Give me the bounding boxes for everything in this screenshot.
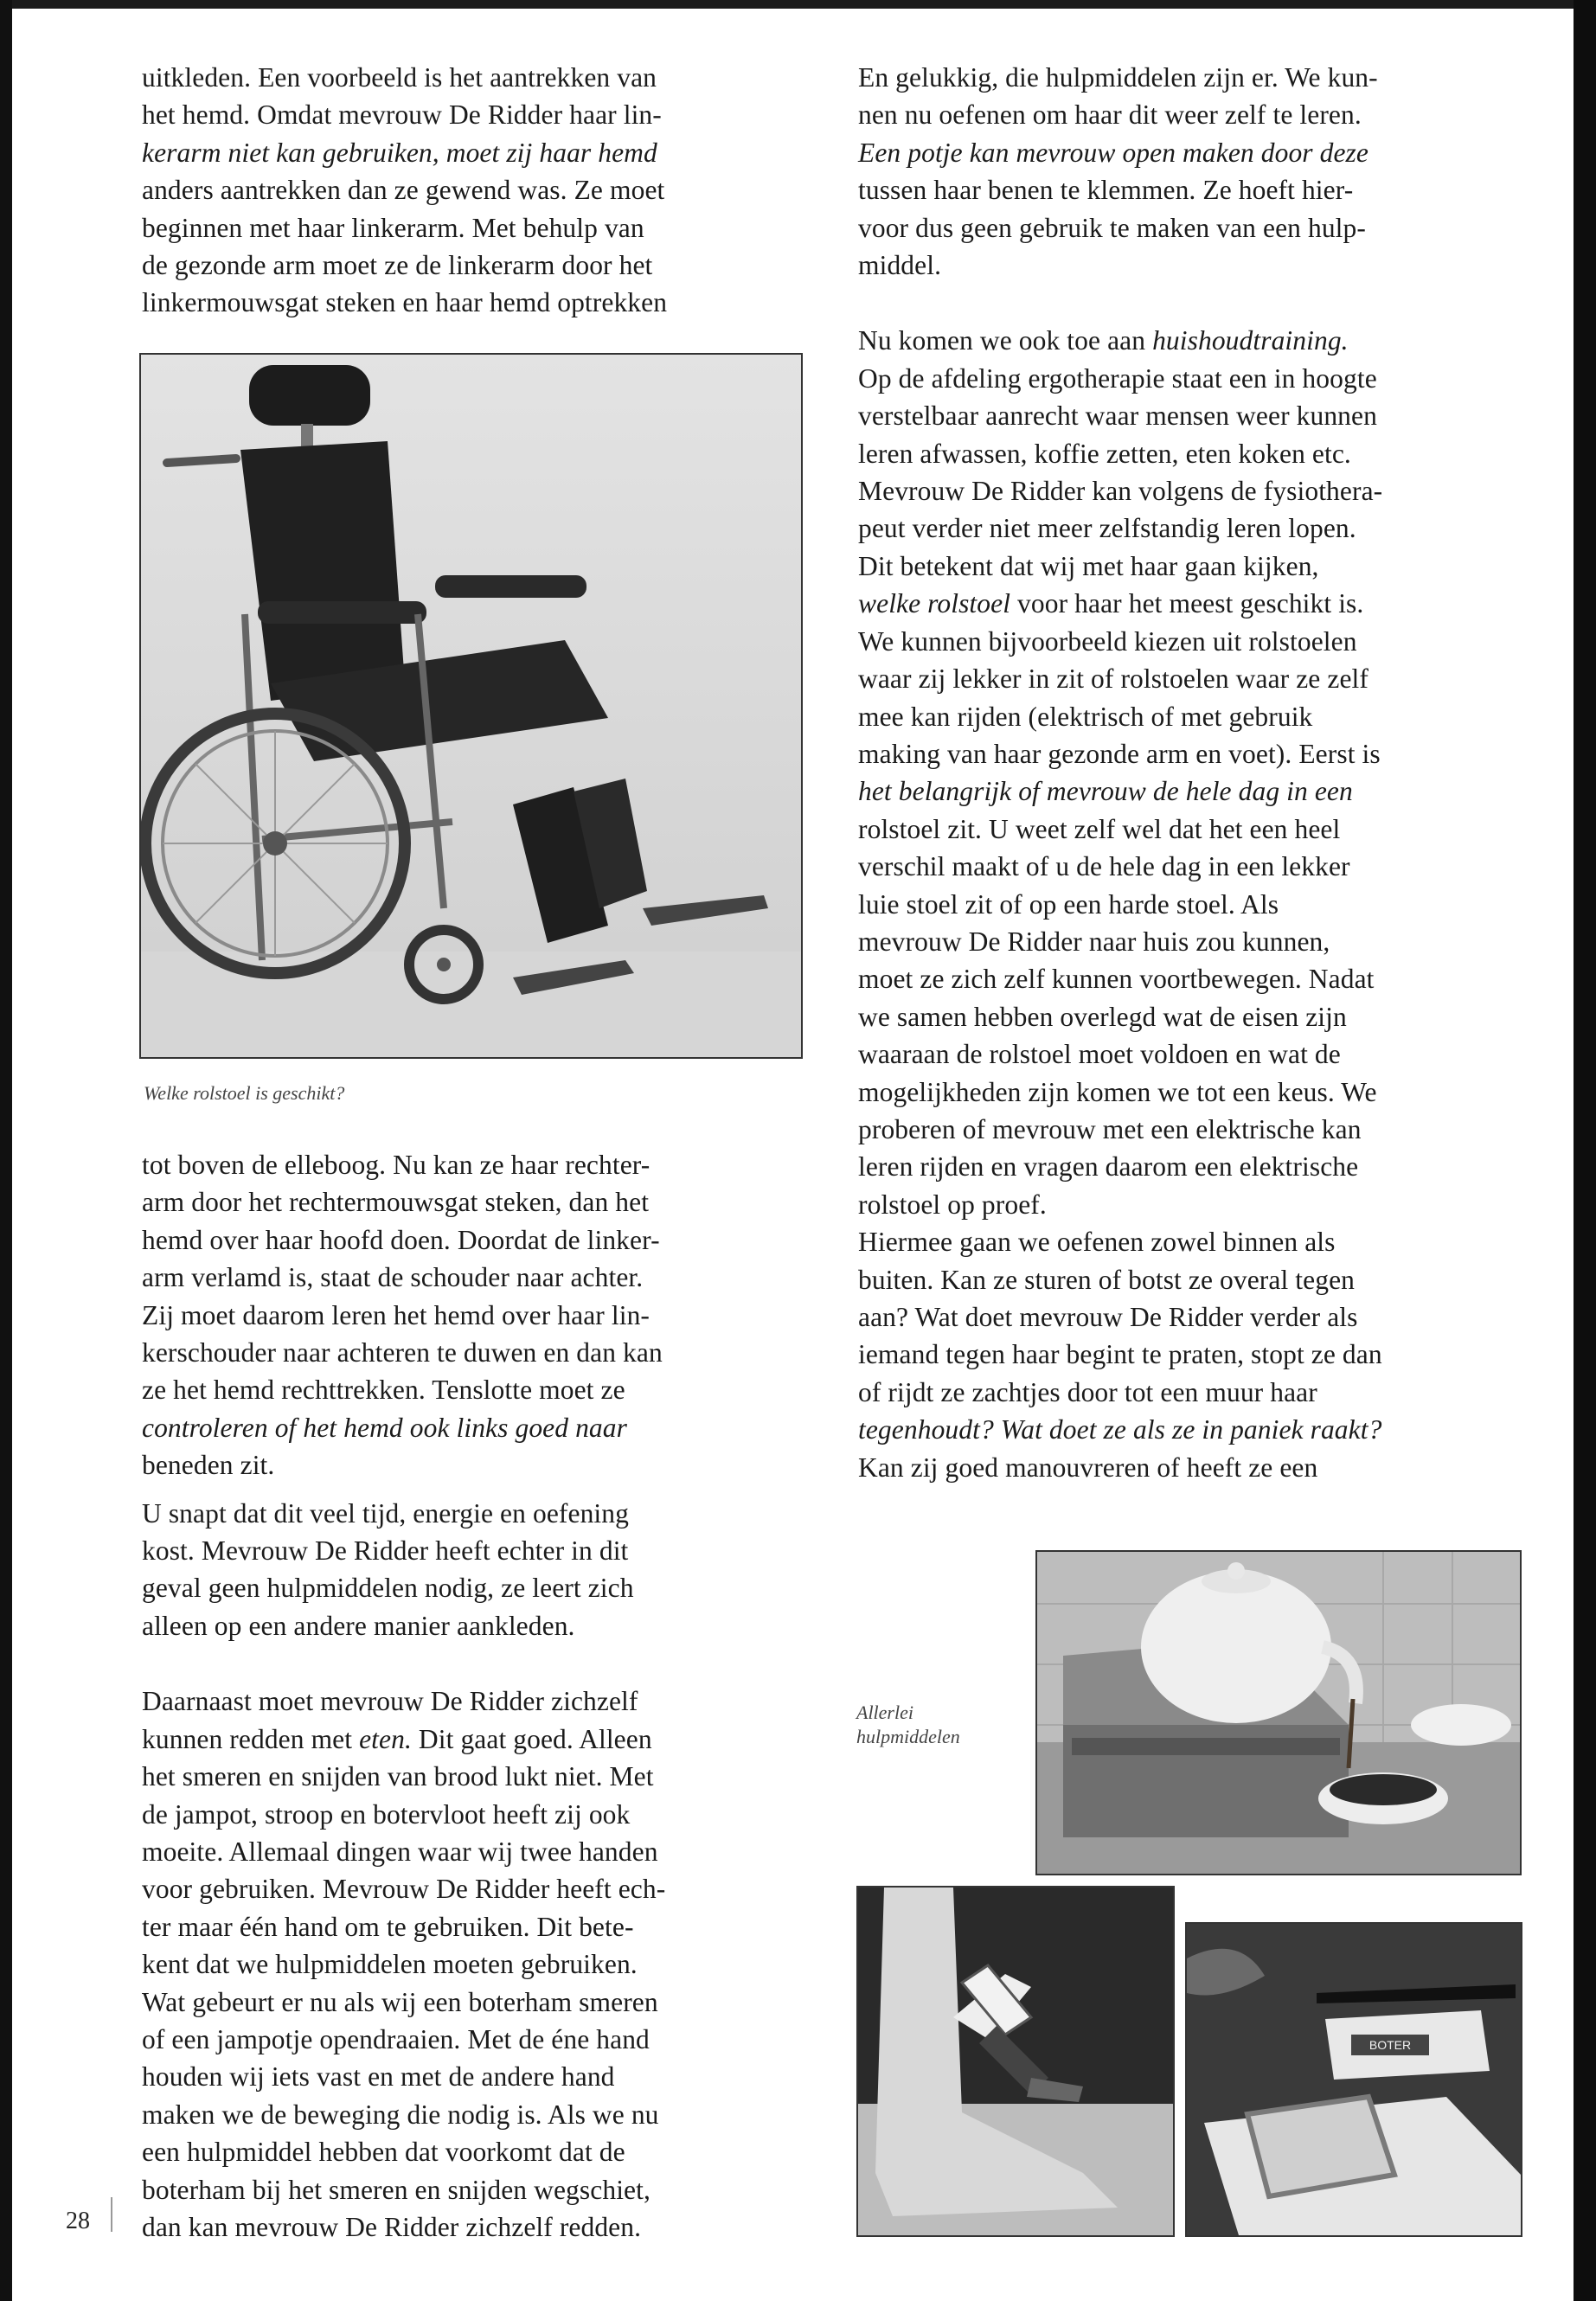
wheelchair-photo xyxy=(139,353,803,1059)
household-text-a: Nu komen we ook toe aan xyxy=(858,325,1153,356)
wheelchair-caption: Welke rolstoel is geschikt? xyxy=(144,1082,345,1104)
left-top-line-c: anders aantrekken dan ze gewend was. Ze moet beginnen met haar linkerarm. Met behulp van de gezonde arm moet ze de linkerarm door het linkermouwsgat steken en haar hemd optrekken xyxy=(142,175,668,318)
wheelchair-emphasis: welke rolstoel xyxy=(858,588,1011,619)
dressing-text-b: beneden zit. xyxy=(142,1450,275,1481)
panic-emphasis: tegenhoudt? Wat doet ze als ze in paniek raakt? xyxy=(858,1414,1382,1445)
household-paragraph xyxy=(858,322,1542,1486)
left-top-line-a: uitkleden. Een voorbeeld is het aantrekken van het hemd. Omdat mevrouw De Ridder haar lin- xyxy=(142,62,662,131)
aids-caption: Allerlei hulpmiddelen xyxy=(856,1702,960,1747)
household-text-c: voor haar het meest geschikt is. We kunnen bijvoorbeeld kiezen uit rolstoelen waar zij lekker in zit of rolstoelen waar ze zelf mee kan rijden (elektrisch of met gebruik making van haar gezonde arm en voet). Eerst is xyxy=(858,588,1381,769)
bread-board-photo xyxy=(1185,1922,1522,2237)
eating-text-b: Dit gaat goed. Alleen het smeren en snijden van brood lukt niet. Met de jampot, stroop en botervloot heeft zij ook moeite. Allemaal dingen waar wij twee handen voor gebruiken. Mevrouw De Ridder heeft ech- ter maar één hand om te gebruiken. Dit bete- kent dat we hulpmiddelen moeten gebruiken. Wat gebeurt er nu als wij een boterham smeren of een jampotje opendraaien. Met de éne hand houden wij iets vast en met de andere hand maken we de beweging die nodig is. Als we nu een hulpmiddel hebben dat voorkomt dat de boterham bij het smeren en snijden wegschiet, dan kan mevrouw De Ridder zichzelf redden. xyxy=(142,1723,666,2242)
scan-edge-left xyxy=(0,0,12,2301)
eating-emphasis: eten. xyxy=(359,1723,412,1754)
household-emphasis: huishoudtraining. xyxy=(1152,325,1349,356)
dressing-text-a: tot boven de elleboog. Nu kan ze haar rechter- arm door het rechtermouwsgat steken, dan het hemd over haar hoofd doen. Doordat de linker- arm verlamd is, staat de schouder naar achter. Zij moet daarom leren het hemd over haar lin- kerschouder naar achteren te duwen en dan kan ze het hemd rechttrekken. Tenslotte moet ze xyxy=(142,1150,663,1406)
aids-paragraph xyxy=(858,59,1542,284)
aids-emphasis: Een potje kan mevrouw open maken door deze xyxy=(858,137,1368,168)
dressing-emphasis: controleren of het hemd ook links goed naar xyxy=(142,1412,627,1443)
page-number: 28 xyxy=(66,2208,90,2234)
scan-edge-top xyxy=(0,0,1596,9)
aids-text-b: tussen haar benen te klemmen. Ze hoeft hier- voor dus geen gebruik te maken van een hulp- middel. xyxy=(858,175,1366,281)
left-column-bottom xyxy=(142,1146,808,2246)
dressing-paragraph xyxy=(142,1146,808,1484)
left-top-line-b xyxy=(142,134,808,171)
right-column xyxy=(858,59,1542,1486)
eating-paragraph xyxy=(142,1682,808,2246)
household-text-b: Op de afdeling ergotherapie staat een in hoogte verstelbaar aanrecht waar mensen weer kunnen leren afwassen, koffie zetten, eten koken etc. Mevrouw De Ridder kan volgens de fysiothera- peut verder niet meer zelfstandig leren lopen. Dit betekent dat wij met haar gaan kijken, xyxy=(858,362,1383,581)
eating-text-a: Daarnaast moet mevrouw De Ridder zichzelf kunnen redden met xyxy=(142,1686,638,1754)
household-text-e: Kan zij goed manouvreren of heeft ze een xyxy=(858,1452,1318,1483)
teapot-tipper-photo xyxy=(1035,1550,1522,1875)
allday-emphasis: het belangrijk of mevrouw de hele dag in een xyxy=(858,776,1353,807)
household-text-d: rolstoel zit. U weet zelf wel dat het een heel verschil maakt of u de hele dag in een lekker luie stoel zit of op een harde stoel. Als mevrouw De Ridder naar huis zou kunnen, moet ze zich zelf kunnen voortbewegen. Nadat we samen hebben overlegd wat de eisen zijn waaraan de rolstoel moet voldoen en wat de mogelijkheden zijn komen we tot een keus. We proberen of mevrouw met een elektrische kan leren rijden en vragen daarom een elektrische rolstoel op proef. Hiermee gaan we oefenen zowel binnen als buiten. Kan ze sturen of botst ze overal tegen aan? Wat doet mevrouw De Ridder verder als iemand tegen haar begint te praten, stopt ze dan of rijdt ze zachtjes door tot een muur haar xyxy=(858,813,1382,1407)
left-column-top xyxy=(142,59,808,322)
scan-edge-right xyxy=(1574,0,1596,2301)
energy-paragraph: U snapt dat dit veel tijd, energie en oefening kost. Mevrouw De Ridder heeft echter in dit geval geen hulpmiddelen nodig, ze leert zich alleen op een andere manier aankleden. xyxy=(142,1497,634,1641)
gutter-line xyxy=(111,2197,112,2232)
butter-box-label: BOTER xyxy=(1368,2038,1412,2052)
foot-aid-photo xyxy=(856,1886,1175,2237)
left-top-emphasis: kerarm niet kan gebruiken, moet zij haar hemd xyxy=(142,137,657,168)
aids-text-a: En gelukkig, die hulpmiddelen zijn er. We kun- nen nu oefenen om haar dit weer zelf te leren. xyxy=(858,62,1378,131)
